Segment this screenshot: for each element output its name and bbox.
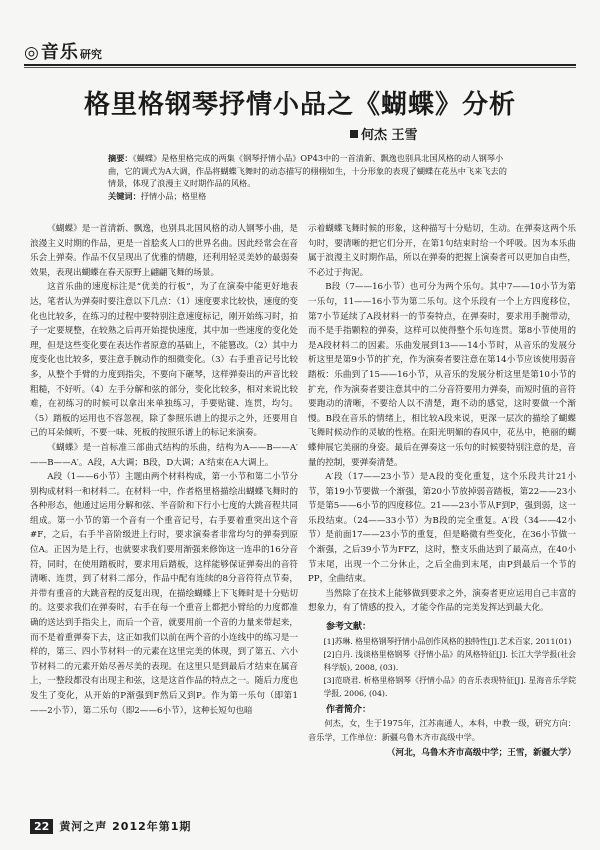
bio-text: 何杰，女，生于1975年，江苏南通人，本科，中教一级，研究方向：音乐学，工作单位：新疆乌鲁木齐市高级中学。 bbox=[308, 718, 576, 742]
circle-icon: ◎ bbox=[24, 43, 39, 63]
paragraph: 示着蝴蝶飞舞时候的形象，这种描写十分贴切，生动。在弹奏这两个乐句时，要清晰的把它们分开，在第1句结束时给一个呼吸。因为本乐曲属于浪漫主义时期作品，所以在弹奏的把握上演奏者可以更加自由些，不必过于拘泥。 bbox=[308, 224, 576, 278]
reference-item: [3]范晓君. 析格里格钢琴《抒情小品》的音乐表现特征[J]. 星海音乐学院学报, 2006, (04). bbox=[323, 675, 576, 698]
paragraph: A段（1——6小节）主题由两个材料构成，第一小节和第二小节分别构成材料一和材料二。在材料一中，作者格里格描绘出蝴蝶飞舞时的各种形态，他通过运用分解和弦、半音阶和下行小七度的大跳音程共同组成。第一小节的第一个音有一个重音记号，右手要着重突出这个音#F，之后，右手半音阶级进上行时，要求演奏者非常均匀的弹奏到原位A。正因为是上行，也就要求我们要用渐强来修饰这一连串的16分音符，同时，在使用踏板时，要求用后踏板，这样能够保证弹奏出的音符清晰、连贯，到了材料二部分，作品中配有连续的8分音符符点节奏，并带有重音的大跳音程的反复出现，在描绘蝴蝶上下飞舞时是十分贴切的。这要求我们在弹奏时，右手在每一个重音上都把小臂给的力度都准确的送达到手指尖上，而后一个音，就要用前一个音的力量来带起来，而不是着重弹奏下去，这正如我们以前在两个音的小连线中的练习是一样的，第三、四小节材料一的元素在这里完美的体现，到了第五、六小节材料二的元素开始尽善尽美的表现。在这里只是到最后才结束在属音上，一整段都没有出现主和弦，这是这首作品的特点之一。随后力度也发生了变化，从开始的P渐强到F然后又到P。作为第一乐句（即第1——2小节），第二乐句（即2——6小节），这种长短句也暗 bbox=[30, 472, 298, 716]
section-tag bbox=[24, 38, 102, 64]
section-name: 音乐 bbox=[40, 42, 79, 63]
paragraph: A′段（17——23小节）是A段的变化重复，这个乐段共计21小节，第19小节要做一个渐强，第20小节放掉弱音踏板，第22——23小节是第5——6小节的四度移位。21——23小节从F到P，强到弱，这一乐段结束。（24——33小节）为B段的完全重复。A′段（34——42小节）是前面17——23小节的重复，但是略微有些变化，在36小节做一个渐强，之后39小节为FFZ，这时，整支乐曲达到了最高点，在40小节末尾，出现一个二分休止，之后全曲到末尾，由P到最后一个节的PP，全曲结束。 bbox=[308, 472, 576, 585]
references-title: 参考文献： bbox=[326, 622, 372, 633]
page-number: 22 bbox=[30, 819, 53, 834]
paragraph: 《蝴蝶》是一首清新、飘逸，也别具北国风格的动人钢琴小曲，是浪漫主义时期的作品，更是一首脍炙人口的世界名曲。因此经常会在音乐会上弹奏。作品不仅呈现出了优雅的情趣，还利用轻灵美妙的最弱奏效果，表现出蝴蝶在春天原野上翩翩飞舞的场景。 bbox=[30, 224, 298, 278]
paragraph: B段（7——16小节）也可分为两个乐句。其中7——10小节为第一乐句，11——16小节为第二乐句。这个乐段有一个上方四度移位，第7小节延续了A段材料一的节奏特点，在弹奏时，要求用手腕带动，而不是手指颗粒的弹奏，这样可以使得整个乐句连贯。第8小节使用的是A段材料二的因素。乐曲发展到13——14小节时，从音乐的发展分析这里是第9小节的扩充，作为演奏者要注意在第14小节应该使用弱音踏板：乐曲到了15——16小节，从音乐的发展分析这里是第10小节的扩充，作为演奏者要注意其中的二分音符要用力弹奏，而短时值的音符要跑动的清晰，不要给人以不清楚，跑不动的感觉，这时要做一个渐慢。B段在音乐的情绪上，相比较A段来说，更深一层次的描绘了蝴蝶飞舞时候动作的灵敏的性格。在阳光明媚的春风中，花丛中，艳丽的蝴蝶伸展它美丽的身姿。最后在弹奏这一乐句的时候要特别注意的是，音量的控制，要弹奏清楚。 bbox=[308, 282, 576, 468]
abstract-label: 摘要： bbox=[108, 153, 133, 163]
article-title: 格里格钢琴抒情小品之《蝴蝶》分析 bbox=[83, 90, 516, 120]
page-footer bbox=[30, 818, 191, 834]
bio-title: 作者简介： bbox=[326, 704, 372, 715]
section-subname: 研究 bbox=[79, 48, 102, 61]
left-column bbox=[30, 222, 298, 718]
abstract bbox=[108, 152, 508, 202]
paragraph: 当然除了在技术上能够做到要求之外，演奏者更应运用自己丰富的想象力，有了情感的投入，才能令作品的完美发挥达到最大化。 bbox=[308, 588, 576, 614]
reference-item: [1]苏琳. 格里格钢琴抒情小品创作风格的独特性[J].艺术百家, 2011(01) bbox=[323, 636, 572, 646]
journal-name: 黄河之声 2012年第1期 bbox=[59, 820, 192, 833]
affiliation: （河北，乌鲁木齐市高级中学；王雪，新疆大学） bbox=[386, 748, 576, 759]
header-rule-thin bbox=[24, 67, 576, 68]
abstract-text: 《蝴蝶》是格里格完成的两集《钢琴抒情小品》OP43中的一首清新、飘逸也别具北国风格的动人钢琴小曲，它的调式为A大调，作品将蝴蝶飞舞时的动态描写的栩栩如生，十分形象的表现了蝴蝶在花丛中飞来飞去的情景，体现了浪漫主义时期作品的风格。 bbox=[108, 153, 507, 188]
header-rule bbox=[24, 64, 576, 66]
paragraph: 《蝴蝶》是一首标准三部曲式结构的乐曲，结构为A——B——A′——B——A′。A段，A大调；B段，D大调；A′结束在A大调上。 bbox=[30, 442, 298, 468]
author-line bbox=[350, 124, 418, 143]
authors: 何杰 王雪 bbox=[361, 128, 418, 143]
right-column bbox=[308, 222, 576, 761]
square-bullet-icon bbox=[350, 130, 358, 138]
paragraph: 这首乐曲的速度标注是“优美的行板”，为了在演奏中能更好地表达，笔者认为弹奏时要注意以下几点：（1）速度要求比较快，速度的变化也比较多，在练习的过程中要特别注意速度标记，刚开始练习时，拍子一定要规整，在较熟之后再开始提快速度，其中加一些速度的变化处理，但是这些变化要在表达作者原意的基础上，不能篡改。（2）其中力度变化也比较多，要注意手腕动作的细微变化。（3）右手重音记号比较多，从整个手臂的力度到指尖，不要向下砸琴，这样弹奏出的声音比较粗糙，不好听。（4）左手分解和弦的部分，变化比较多，相对来说比较难，在初练习的时候可以拿出来单独练习，手要贴键、连贯，均匀。（5）踏板的运用也不容忽视，除了参照乐谱上的提示之外，还要用自己的耳朵倾听，不要一味、死板的按照乐谱上的标记来演奏。 bbox=[30, 282, 298, 439]
keywords-text: 抒情小品；格里格 bbox=[140, 190, 207, 201]
keywords bbox=[108, 190, 508, 203]
reference-item: [2]白丹. 浅谈格里格钢琴《抒情小品》的风格特征[J]. 长江大学学报(社会科学版), 2008, (03). bbox=[323, 649, 576, 672]
keywords-label: 关键词： bbox=[108, 190, 141, 201]
